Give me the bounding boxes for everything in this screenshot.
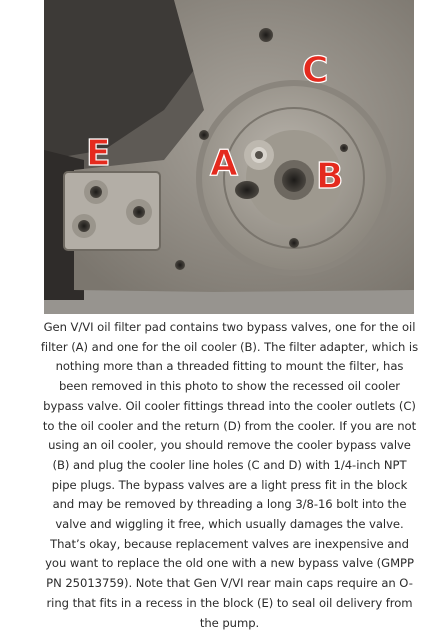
photo-caption: Gen V/VI oil filter pad contains two bypass valves, one for the oil filter (A) and one for the oil cooler (B). The filter adapter, which is nothing more than a threaded fitting to mount the filter, has been removed in this photo to show the recessed oil cooler bypass valve. Oil cooler fittings thread into the cooler outlets (C) to the oil cooler and the return (D) from the cooler. If you are not using an oil cooler, you should remove the cooler bypass valve (B) and plug the cooler line holes (C and D) with 1/4-inch NPT pipe plugs. The bypass valves are a light press fit in the block and may be removed by threading a long 3/8-16 bolt into the valve and wiggling it free, which usually damages the valve. That’s okay, because replacement valves are inexpensive and you want to replace the old one with a new bypass valve (GMPP PN 25013759). Note that Gen V/VI rear main caps require an O-ring that fits in a recess in the block (E) to seal oil delivery from the pump. <box>40 320 419 630</box>
callout-b: B <box>316 156 344 197</box>
callout-c: C <box>302 50 329 91</box>
callout-e: E <box>86 133 111 174</box>
callout-a: A <box>210 143 238 184</box>
oil-filter-pad-illustration <box>44 0 414 314</box>
engine-block-photo <box>44 0 414 314</box>
